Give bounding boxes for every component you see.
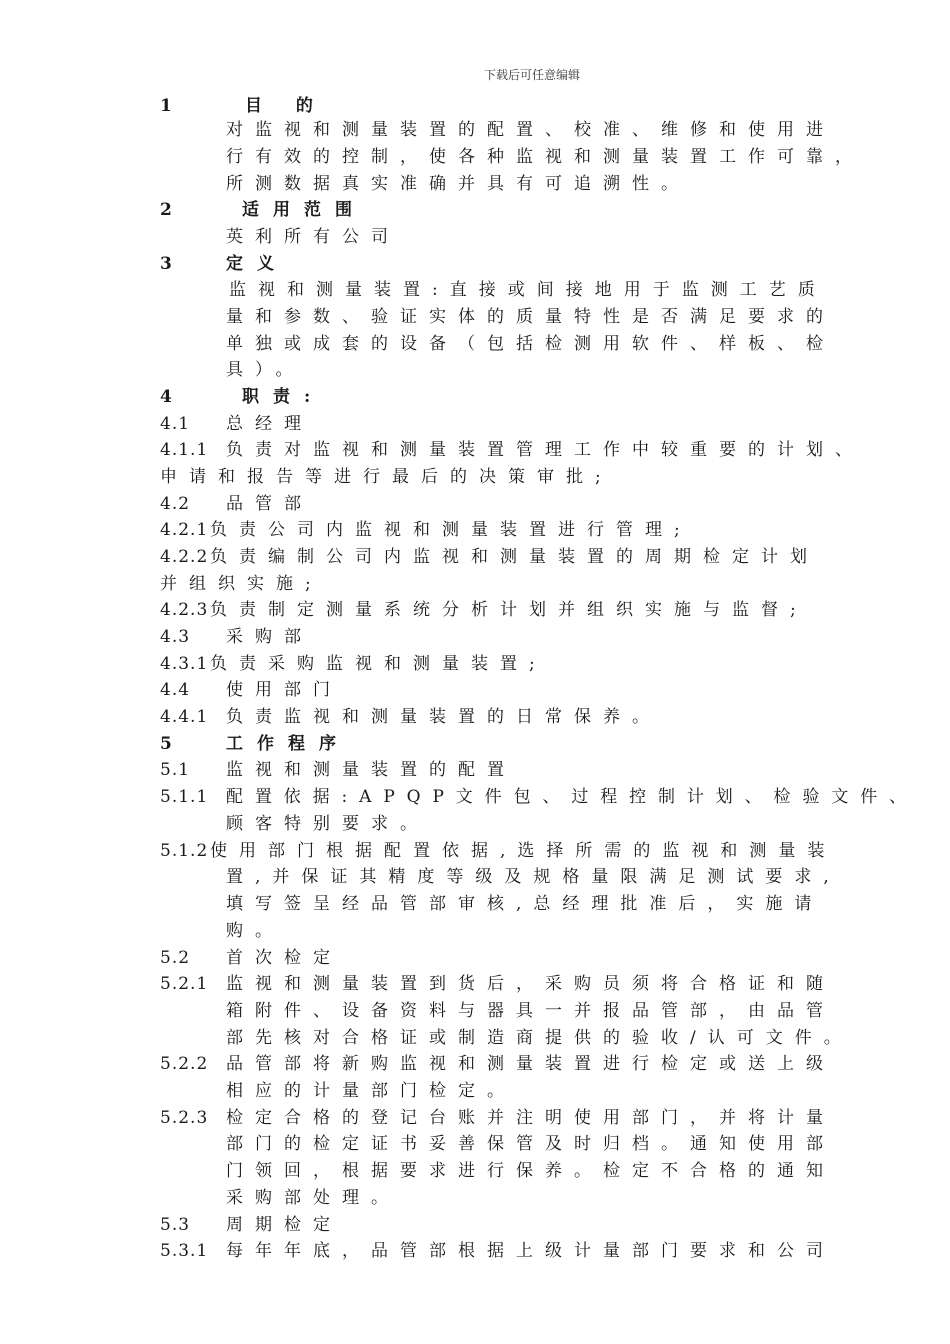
section-number: 1 [160, 96, 173, 116]
paragraph-text: 首次检定 [226, 948, 342, 968]
document-line [0, 1212, 950, 1238]
document-line [0, 491, 950, 517]
section-number: 5.2.3 [160, 1108, 209, 1128]
document-line [0, 918, 950, 944]
section-number: 4.2.1 [160, 520, 209, 540]
paragraph-text: 周期检定 [226, 1215, 342, 1235]
section-number: 4.2 [160, 494, 191, 514]
paragraph-text: 负责采购监视和测量装置; [210, 654, 547, 674]
paragraph-text: 申请和报告等进行最后的决策审批; [160, 467, 613, 487]
paragraph-text: 监视和测量装置的配置 [226, 760, 516, 780]
document-line [0, 437, 950, 463]
paragraph-text: 使用部门根据配置依据,选择所需的监视和测量装 [210, 841, 837, 861]
document-line [0, 1078, 950, 1104]
document-line [0, 891, 950, 917]
section-number: 4.1.1 [160, 440, 209, 460]
paragraph-text: 负责监视和测量装置的日常保养。 [226, 707, 661, 727]
paragraph-text: 部先核对合格证或制造商提供的验收/认可文件。 [226, 1028, 853, 1048]
section-number: 5.2 [160, 948, 191, 968]
paragraph-text: 负责编制公司内监视和测量装置的周期检定计划 [210, 547, 819, 567]
section-number: 5.3 [160, 1215, 191, 1235]
section-number: 4.4 [160, 680, 191, 700]
document-line [0, 93, 950, 119]
paragraph-text: 并组织实施; [160, 574, 323, 594]
paragraph-text: 所测数据真实准确并具有可追溯性。 [226, 174, 690, 194]
section-number: 4.3.1 [160, 654, 209, 674]
paragraph-text: 单独或成套的设备（包括检测用软件、样板、检 [226, 334, 835, 354]
section-number: 4.2.3 [160, 600, 209, 620]
paragraph-text: 采购部处理。 [226, 1188, 400, 1208]
section-heading: 适用范围 [242, 200, 366, 220]
document-line [0, 784, 950, 810]
paragraph-text: 英利所有公司 [226, 227, 400, 247]
document-line [0, 677, 950, 703]
document-line [0, 1105, 950, 1131]
section-heading: 目 的 [245, 96, 327, 116]
section-number: 4.1 [160, 414, 191, 434]
document-line [0, 571, 950, 597]
paragraph-text: 门领回，根据要求进行保养。检定不合格的通知 [226, 1161, 835, 1181]
section-number: 5.3.1 [160, 1241, 209, 1261]
document-line [0, 1158, 950, 1184]
document-line [0, 251, 950, 277]
paragraph-text: 负责公司内监视和测量装置进行管理; [210, 520, 692, 540]
document-line [0, 304, 950, 330]
document-line [0, 144, 950, 170]
section-number: 4 [160, 387, 173, 407]
document-line [0, 757, 950, 783]
section-heading: 工作程序 [226, 734, 350, 754]
document-line [0, 384, 950, 410]
section-heading: 定义 [226, 254, 288, 274]
document-line [0, 1131, 950, 1157]
document-line [0, 998, 950, 1024]
section-number: 5.1.2 [160, 841, 209, 861]
document-line [0, 704, 950, 730]
paragraph-text: 行有效的控制，使各种监视和测量装置工作可靠， [226, 147, 864, 167]
paragraph-text: 配置依据:APQP文件包、过程控制计划、检验文件、 [226, 787, 918, 807]
document-line [0, 838, 950, 864]
paragraph-text: 具）。 [226, 360, 305, 380]
paragraph-text: 负责制定测量系统分析计划并组织实施与监督; [210, 600, 808, 620]
section-number: 4.3 [160, 627, 191, 647]
section-number: 5.1 [160, 760, 191, 780]
document-line [0, 171, 950, 197]
paragraph-text: 部门的检定证书妥善保管及时归档。通知使用部 [226, 1134, 835, 1154]
section-number: 3 [160, 254, 173, 274]
paragraph-text: 量和参数、验证实体的质量特性是否满足要求的 [226, 307, 835, 327]
section-number: 5.1.1 [160, 787, 209, 807]
document-line [0, 1185, 950, 1211]
paragraph-text: 置,并保证其精度等级及规格量限满足测试要求, [226, 867, 841, 887]
document-line [0, 1238, 950, 1264]
paragraph-text: 使用部门 [226, 680, 342, 700]
document-line [0, 411, 950, 437]
document-line [0, 331, 950, 357]
paragraph-text: 购。 [226, 921, 284, 941]
document-line [0, 651, 950, 677]
document-line [0, 224, 950, 250]
paragraph-text: 对监视和测量装置的配置、校准、维修和使用进 [226, 120, 835, 140]
section-number: 2 [160, 200, 173, 220]
paragraph-text: 负责对监视和测量装置管理工作中较重要的计划、 [226, 440, 864, 460]
document-line [0, 544, 950, 570]
paragraph-text: 顾客特别要求。 [226, 814, 429, 834]
document-line [0, 517, 950, 543]
document-line [0, 197, 950, 223]
document-line [0, 277, 950, 303]
document-line [0, 864, 950, 890]
document-line [0, 597, 950, 623]
paragraph-text: 采购部 [226, 627, 313, 647]
document-line [0, 945, 950, 971]
paragraph-text: 监视和测量装置到货后，采购员须将合格证和随 [226, 974, 835, 994]
section-heading: 职责: [242, 387, 325, 407]
section-number: 5.2.2 [160, 1054, 209, 1074]
document-line [0, 117, 950, 143]
paragraph-text: 品管部 [226, 494, 313, 514]
document-line [0, 1025, 950, 1051]
document-line [0, 1051, 950, 1077]
section-number: 5 [160, 734, 173, 754]
paragraph-text: 监视和测量装置:直接或间接地用于监测工艺质 [229, 280, 827, 300]
document-line [0, 357, 950, 383]
document-line [0, 971, 950, 997]
paragraph-text: 检定合格的登记台账并注明使用部门，并将计量 [226, 1108, 835, 1128]
paragraph-text: 箱附件、设备资料与器具一并报品管部，由品管 [226, 1001, 835, 1021]
paragraph-text: 填写签呈经品管部审核,总经理批准后，实施请 [226, 894, 824, 914]
document-line [0, 624, 950, 650]
paragraph-text: 总经理 [226, 414, 313, 434]
section-number: 4.4.1 [160, 707, 209, 727]
page-header: 下载后可任意编辑 [483, 68, 580, 82]
paragraph-text: 每年年底，品管部根据上级计量部门要求和公司 [226, 1241, 835, 1261]
section-number: 5.2.1 [160, 974, 209, 994]
document-line [0, 811, 950, 837]
section-number: 4.2.2 [160, 547, 209, 567]
paragraph-text: 相应的计量部门检定。 [226, 1081, 516, 1101]
document-line [0, 464, 950, 490]
document-line [0, 731, 950, 757]
paragraph-text: 品管部将新购监视和测量装置进行检定或送上级 [226, 1054, 835, 1074]
